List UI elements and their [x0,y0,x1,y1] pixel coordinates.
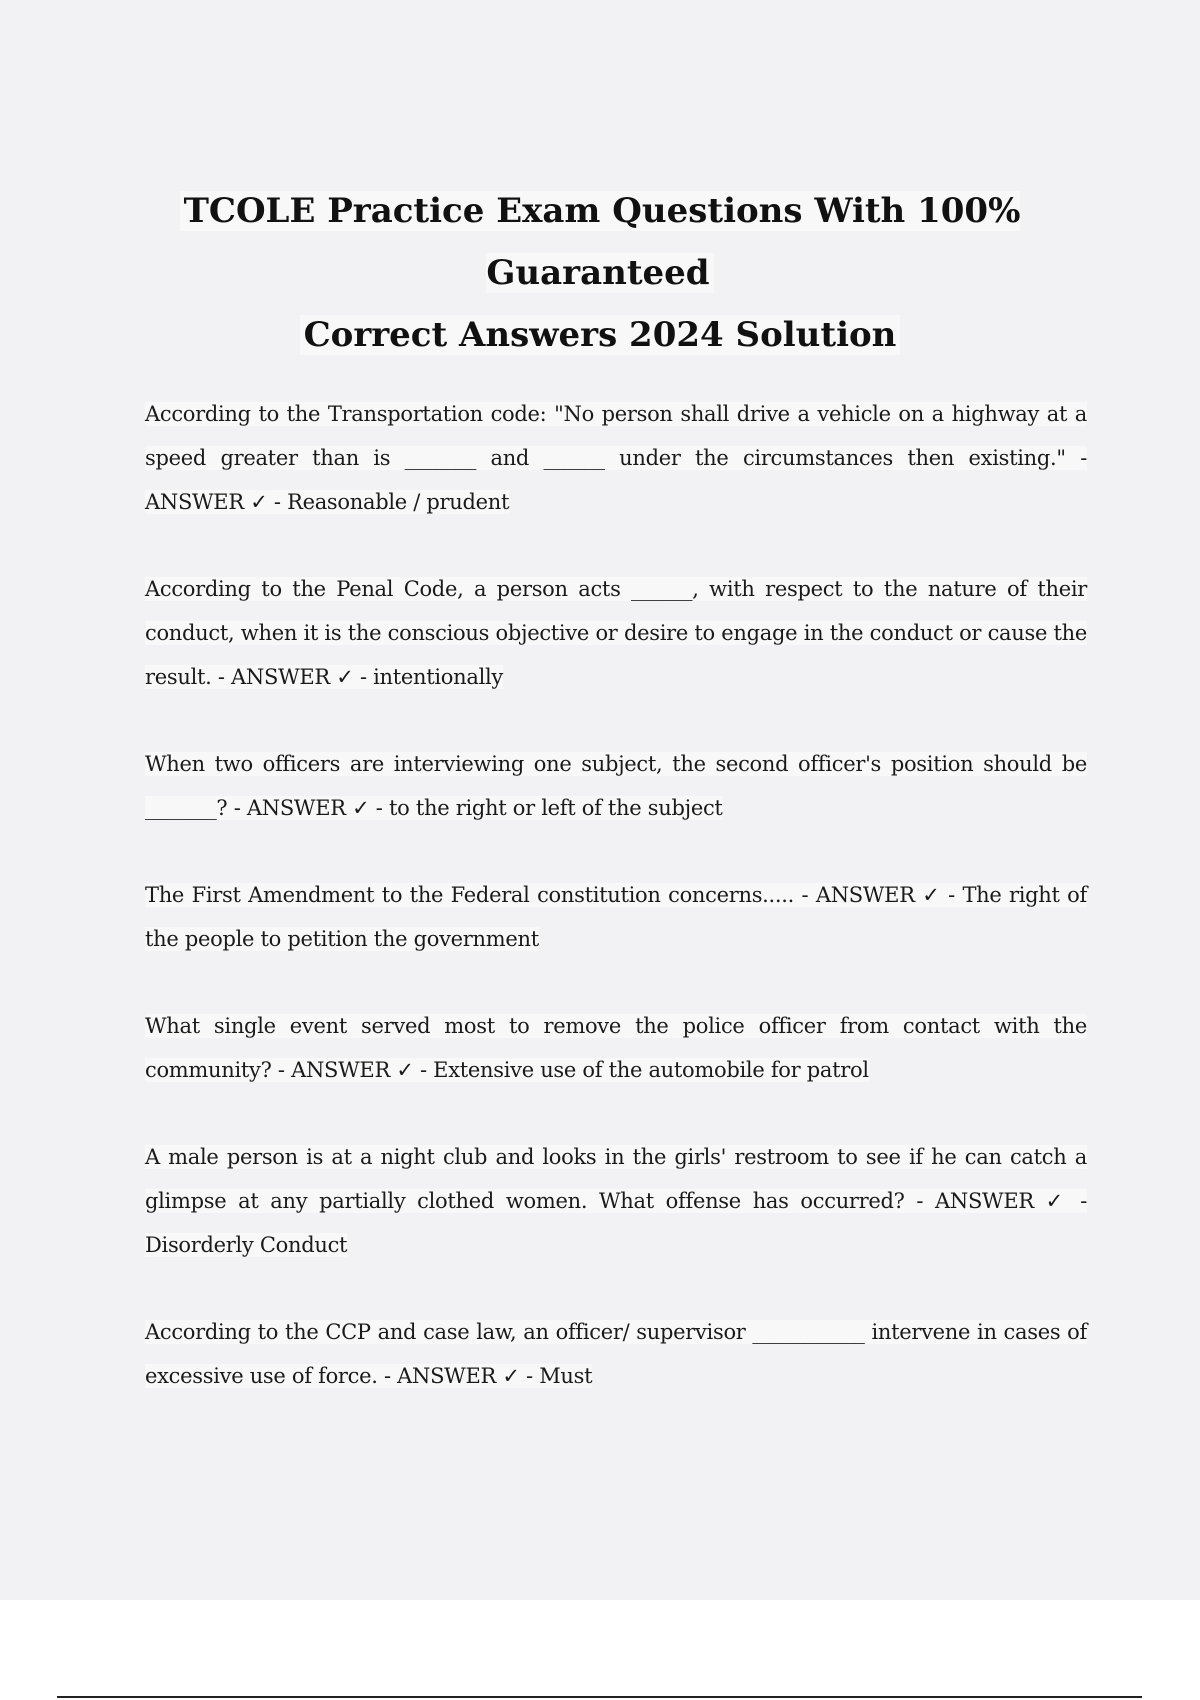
footer-divider [57,1696,1142,1698]
question-item [145,1310,1087,1398]
question-text: A male person is at a night club and looks in the girls' restroom to see if he can catch a glimpse at any partially clothed women. What offense has occurred? - ANSWER ✓ - Disorderly Conduct [145,1145,1087,1257]
question-text: When two officers are interviewing one subject, the second officer's position should be _______? - ANSWER ✓ - to the right or left of the subject [145,752,1087,820]
question-item [145,742,1087,830]
title-line-2: Correct Answers 2024 Solution [300,315,901,355]
page-title [100,180,1100,366]
question-item [145,873,1087,961]
question-text: According to the CCP and case law, an officer/ supervisor ___________ intervene in cases of excessive use of force. - ANSWER ✓ - Must [145,1320,1087,1388]
question-item [145,567,1087,699]
question-list [145,392,1087,1441]
question-text: What single event served most to remove the police officer from contact with the community? - ANSWER ✓ - Extensive use of the automobile for patrol [145,1014,1087,1082]
question-text: According to the Transportation code: "No person shall drive a vehicle on a highway at a speed greater than is _______ and ______ under the circumstances then existing." - ANSWER ✓ - Reasonable / prudent [145,402,1087,514]
question-item [145,392,1087,524]
question-item [145,1135,1087,1267]
title-line-1: TCOLE Practice Exam Questions With 100% Guaranteed [180,191,1021,293]
question-item [145,1004,1087,1092]
question-text: According to the Penal Code, a person acts ______, with respect to the nature of their conduct, when it is the conscious objective or desire to engage in the conduct or cause the result. - ANSWER ✓ - intentionally [145,577,1087,689]
question-text: The First Amendment to the Federal constitution concerns..... - ANSWER ✓ - The right of the people to petition the government [145,883,1087,951]
